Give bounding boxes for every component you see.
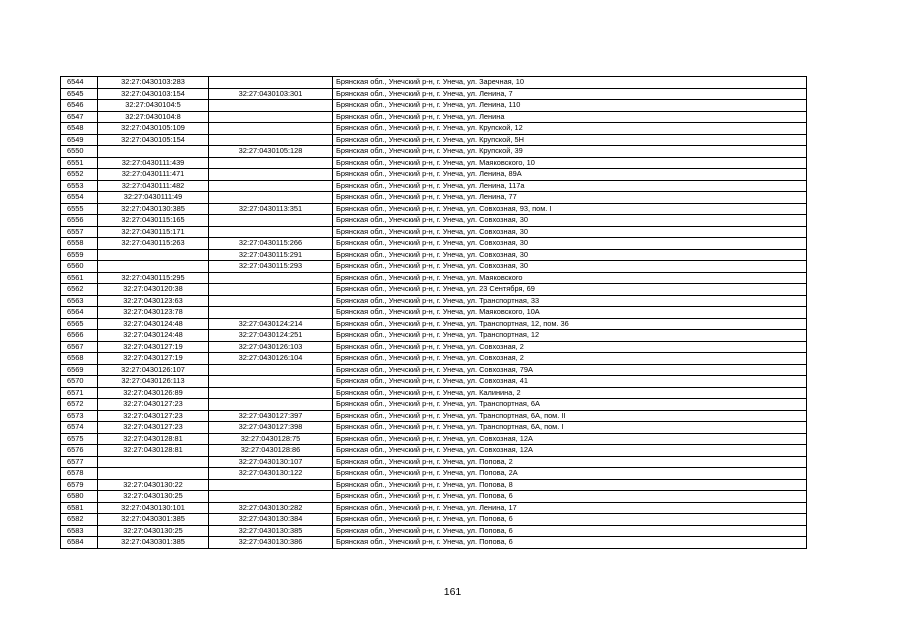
cadastral-number-cell: 32:27:0430120:38 [98,284,209,296]
building-cadastral-number-cell [209,376,333,388]
row-number-cell: 6584 [61,537,98,549]
building-cadastral-number-cell: 32:27:0430126:104 [209,353,333,365]
cadastral-number-cell [98,146,209,158]
building-cadastral-number-cell [209,295,333,307]
building-cadastral-number-cell [209,399,333,411]
table-row [61,88,807,100]
row-number-cell: 6557 [61,226,98,238]
table-row [61,491,807,503]
table-row [61,318,807,330]
building-cadastral-number-cell [209,100,333,112]
table-row [61,77,807,89]
building-cadastral-number-cell: 32:27:0430130:385 [209,525,333,537]
row-number-cell: 6547 [61,111,98,123]
table-row [61,502,807,514]
cadastral-number-cell: 32:27:0430115:263 [98,238,209,250]
table-row [61,146,807,158]
building-cadastral-number-cell: 32:27:0430128:75 [209,433,333,445]
building-cadastral-number-cell: 32:27:0430115:266 [209,238,333,250]
building-cadastral-number-cell: 32:27:0430130:122 [209,468,333,480]
address-cell: Брянская обл., Унечский р-н, г. Унеча, ул. Совхозная, 30 [333,215,807,227]
address-cell: Брянская обл., Унечский р-н, г. Унеча, ул. Совхозная, 12А [333,445,807,457]
table-row [61,203,807,215]
page-number: 161 [443,586,462,598]
address-cell: Брянская обл., Унечский р-н, г. Унеча, ул. Ленина, 77 [333,192,807,204]
table-row [61,376,807,388]
cadastral-number-cell: 32:27:0430126:89 [98,387,209,399]
cadastral-number-cell: 32:27:0430130:385 [98,203,209,215]
building-cadastral-number-cell [209,364,333,376]
cadastral-number-cell: 32:27:0430128:81 [98,433,209,445]
row-number-cell: 6578 [61,468,98,480]
table-row [61,514,807,526]
table-row [61,215,807,227]
address-cell: Брянская обл., Унечский р-н, г. Унеча, ул. Маяковского, 10А [333,307,807,319]
table-row [61,307,807,319]
building-cadastral-number-cell: 32:27:0430115:293 [209,261,333,273]
building-cadastral-number-cell: 32:27:0430130:282 [209,502,333,514]
table-row [61,180,807,192]
row-number-cell: 6559 [61,249,98,261]
building-cadastral-number-cell [209,272,333,284]
building-cadastral-number-cell: 32:27:0430130:386 [209,537,333,549]
address-cell: Брянская обл., Унечский р-н, г. Унеча, ул. Транспортная, 6А, пом. I [333,422,807,434]
table-row [61,537,807,549]
cadastral-number-cell: 32:27:0430126:113 [98,376,209,388]
address-cell: Брянская обл., Унечский р-н, г. Унеча, ул. Ленина [333,111,807,123]
row-number-cell: 6572 [61,399,98,411]
row-number-cell: 6580 [61,491,98,503]
table-row [61,226,807,238]
table-row [61,353,807,365]
address-cell: Брянская обл., Унечский р-н, г. Унеча, ул. 23 Сентября, 69 [333,284,807,296]
register-body [61,77,807,549]
address-cell: Брянская обл., Унечский р-н, г. Унеча, ул. Попова, 6 [333,491,807,503]
cadastral-number-cell: 32:27:0430130:101 [98,502,209,514]
table-row [61,192,807,204]
table-row [61,525,807,537]
address-cell: Брянская обл., Унечский р-н, г. Унеча, ул. Крупской, 39 [333,146,807,158]
row-number-cell: 6549 [61,134,98,146]
building-cadastral-number-cell [209,134,333,146]
cadastral-number-cell: 32:27:0430130:25 [98,525,209,537]
row-number-cell: 6575 [61,433,98,445]
building-cadastral-number-cell: 32:27:0430113:351 [209,203,333,215]
row-number-cell: 6558 [61,238,98,250]
row-number-cell: 6561 [61,272,98,284]
row-number-cell: 6560 [61,261,98,273]
building-cadastral-number-cell: 32:27:0430128:86 [209,445,333,457]
row-number-cell: 6554 [61,192,98,204]
cadastral-number-cell: 32:27:0430105:154 [98,134,209,146]
building-cadastral-number-cell: 32:27:0430103:301 [209,88,333,100]
table-row [61,295,807,307]
table-row [61,479,807,491]
address-cell: Брянская обл., Унечский р-н, г. Унеча, ул. Попова, 2 [333,456,807,468]
address-cell: Брянская обл., Унечский р-н, г. Унеча, ул. Ленина, 117а [333,180,807,192]
address-cell: Брянская обл., Унечский р-н, г. Унеча, ул. Маяковского, 10 [333,157,807,169]
table-row [61,330,807,342]
address-cell: Брянская обл., Унечский р-н, г. Унеча, ул. Совхозная, 30 [333,261,807,273]
building-cadastral-number-cell: 32:27:0430127:398 [209,422,333,434]
cadastral-number-cell: 32:27:0430127:23 [98,410,209,422]
building-cadastral-number-cell: 32:27:0430126:103 [209,341,333,353]
address-cell: Брянская обл., Унечский р-н, г. Унеча, ул. Транспортная, 6А [333,399,807,411]
cadastral-number-cell: 32:27:0430103:283 [98,77,209,89]
address-cell: Брянская обл., Унечский р-н, г. Унеча, ул. Крупской, 12 [333,123,807,135]
address-cell: Брянская обл., Унечский р-н, г. Унеча, ул. Транспортная, 12 [333,330,807,342]
address-cell: Брянская обл., Унечский р-н, г. Унеча, ул. Совхозная, 41 [333,376,807,388]
cadastral-number-cell: 32:27:0430128:81 [98,445,209,457]
cadastral-number-cell: 32:27:0430104:5 [98,100,209,112]
address-cell: Брянская обл., Унечский р-н, г. Унеча, ул. Ленина, 7 [333,88,807,100]
address-cell: Брянская обл., Унечский р-н, г. Унеча, ул. Попова, 2А [333,468,807,480]
row-number-cell: 6582 [61,514,98,526]
building-cadastral-number-cell [209,307,333,319]
building-cadastral-number-cell [209,123,333,135]
cadastral-number-cell: 32:27:0430127:19 [98,341,209,353]
building-cadastral-number-cell [209,284,333,296]
cadastral-number-cell: 32:27:0430115:295 [98,272,209,284]
address-cell: Брянская обл., Унечский р-н, г. Унеча, ул. Совхозная, 93, пом. I [333,203,807,215]
row-number-cell: 6583 [61,525,98,537]
table-row [61,387,807,399]
table-row [61,468,807,480]
row-number-cell: 6545 [61,88,98,100]
table-row [61,157,807,169]
cadastral-number-cell: 32:27:0430105:109 [98,123,209,135]
address-cell: Брянская обл., Унечский р-н, г. Унеча, ул. Совхозная, 30 [333,249,807,261]
address-cell: Брянская обл., Унечский р-н, г. Унеча, ул. Ленина, 89А [333,169,807,181]
building-cadastral-number-cell: 32:27:0430130:384 [209,514,333,526]
building-cadastral-number-cell: 32:27:0430105:128 [209,146,333,158]
cadastral-number-cell: 32:27:0430124:48 [98,330,209,342]
building-cadastral-number-cell [209,180,333,192]
cadastral-number-cell: 32:27:0430130:25 [98,491,209,503]
building-cadastral-number-cell [209,111,333,123]
address-cell: Брянская обл., Унечский р-н, г. Унеча, ул. Совхозная, 30 [333,238,807,250]
building-cadastral-number-cell [209,226,333,238]
row-number-cell: 6562 [61,284,98,296]
table-row [61,111,807,123]
building-cadastral-number-cell [209,387,333,399]
table-row [61,261,807,273]
building-cadastral-number-cell [209,491,333,503]
row-number-cell: 6570 [61,376,98,388]
building-cadastral-number-cell [209,479,333,491]
table-row [61,169,807,181]
cadastral-number-cell: 32:27:0430115:165 [98,215,209,227]
table-row [61,238,807,250]
cadastral-number-cell [98,261,209,273]
address-cell: Брянская обл., Унечский р-н, г. Унеча, ул. Попова, 6 [333,537,807,549]
row-number-cell: 6553 [61,180,98,192]
row-number-cell: 6568 [61,353,98,365]
row-number-cell: 6566 [61,330,98,342]
cadastral-number-cell: 32:27:0430127:19 [98,353,209,365]
table-row [61,272,807,284]
cadastral-number-cell: 32:27:0430130:22 [98,479,209,491]
row-number-cell: 6552 [61,169,98,181]
cadastral-number-cell: 32:27:0430123:78 [98,307,209,319]
address-cell: Брянская обл., Унечский р-н, г. Унеча, ул. Крупской, 5Н [333,134,807,146]
building-cadastral-number-cell: 32:27:0430124:251 [209,330,333,342]
table-row [61,284,807,296]
table-row [61,410,807,422]
row-number-cell: 6556 [61,215,98,227]
building-cadastral-number-cell [209,215,333,227]
row-number-cell: 6550 [61,146,98,158]
address-cell: Брянская обл., Унечский р-н, г. Унеча, ул. Совхозная, 2 [333,341,807,353]
building-cadastral-number-cell [209,169,333,181]
cadastral-number-cell [98,456,209,468]
table-row [61,134,807,146]
building-cadastral-number-cell: 32:27:0430115:291 [209,249,333,261]
row-number-cell: 6576 [61,445,98,457]
address-cell: Брянская обл., Унечский р-н, г. Унеча, ул. Маяковского [333,272,807,284]
row-number-cell: 6544 [61,77,98,89]
table-row [61,422,807,434]
address-cell: Брянская обл., Унечский р-н, г. Унеча, ул. Транспортная, 33 [333,295,807,307]
cadastral-number-cell: 32:27:0430301:385 [98,537,209,549]
row-number-cell: 6548 [61,123,98,135]
row-number-cell: 6551 [61,157,98,169]
table-row [61,364,807,376]
address-cell: Брянская обл., Унечский р-н, г. Унеча, ул. Попова, 6 [333,514,807,526]
row-number-cell: 6581 [61,502,98,514]
table-row [61,123,807,135]
cadastral-number-cell: 32:27:0430103:154 [98,88,209,100]
table-row [61,249,807,261]
row-number-cell: 6555 [61,203,98,215]
address-cell: Брянская обл., Унечский р-н, г. Унеча, ул. Совхозная, 2 [333,353,807,365]
cadastral-number-cell: 32:27:0430115:171 [98,226,209,238]
cadastral-number-cell: 32:27:0430111:439 [98,157,209,169]
address-cell: Брянская обл., Унечский р-н, г. Унеча, ул. Совхозная, 12А [333,433,807,445]
address-cell: Брянская обл., Унечский р-н, г. Унеча, ул. Заречная, 10 [333,77,807,89]
table-row [61,445,807,457]
row-number-cell: 6563 [61,295,98,307]
table-row [61,341,807,353]
building-cadastral-number-cell: 32:27:0430124:214 [209,318,333,330]
row-number-cell: 6565 [61,318,98,330]
table-row [61,456,807,468]
cadastral-number-cell [98,249,209,261]
table-row [61,433,807,445]
cadastral-number-cell: 32:27:0430127:23 [98,399,209,411]
row-number-cell: 6577 [61,456,98,468]
cadastral-number-cell: 32:27:0430124:48 [98,318,209,330]
address-cell: Брянская обл., Унечский р-н, г. Унеча, ул. Ленина, 110 [333,100,807,112]
cadastral-number-cell [98,468,209,480]
address-cell: Брянская обл., Унечский р-н, г. Унеча, ул. Совхозная, 79А [333,364,807,376]
building-cadastral-number-cell: 32:27:0430130:107 [209,456,333,468]
cadastral-number-cell: 32:27:0430111:482 [98,180,209,192]
address-cell: Брянская обл., Унечский р-н, г. Унеча, ул. Попова, 6 [333,525,807,537]
row-number-cell: 6579 [61,479,98,491]
cadastral-register-table [60,76,807,549]
cadastral-number-cell: 32:27:0430127:23 [98,422,209,434]
cadastral-number-cell: 32:27:0430111:471 [98,169,209,181]
building-cadastral-number-cell: 32:27:0430127:397 [209,410,333,422]
cadastral-number-cell: 32:27:0430111:49 [98,192,209,204]
building-cadastral-number-cell [209,77,333,89]
address-cell: Брянская обл., Унечский р-н, г. Унеча, ул. Транспортная, 12, пом. 36 [333,318,807,330]
row-number-cell: 6573 [61,410,98,422]
building-cadastral-number-cell [209,157,333,169]
address-cell: Брянская обл., Унечский р-н, г. Унеча, ул. Попова, 8 [333,479,807,491]
table-row [61,100,807,112]
row-number-cell: 6574 [61,422,98,434]
row-number-cell: 6571 [61,387,98,399]
address-cell: Брянская обл., Унечский р-н, г. Унеча, ул. Транспортная, 6А, пом. II [333,410,807,422]
row-number-cell: 6546 [61,100,98,112]
row-number-cell: 6569 [61,364,98,376]
address-cell: Брянская обл., Унечский р-н, г. Унеча, ул. Ленина, 17 [333,502,807,514]
address-cell: Брянская обл., Унечский р-н, г. Унеча, ул. Калинина, 2 [333,387,807,399]
building-cadastral-number-cell [209,192,333,204]
cadastral-number-cell: 32:27:0430104:8 [98,111,209,123]
cadastral-number-cell: 32:27:0430126:107 [98,364,209,376]
row-number-cell: 6564 [61,307,98,319]
table-row [61,399,807,411]
address-cell: Брянская обл., Унечский р-н, г. Унеча, ул. Совхозная, 30 [333,226,807,238]
cadastral-number-cell: 32:27:0430123:63 [98,295,209,307]
cadastral-number-cell: 32:27:0430301:385 [98,514,209,526]
row-number-cell: 6567 [61,341,98,353]
